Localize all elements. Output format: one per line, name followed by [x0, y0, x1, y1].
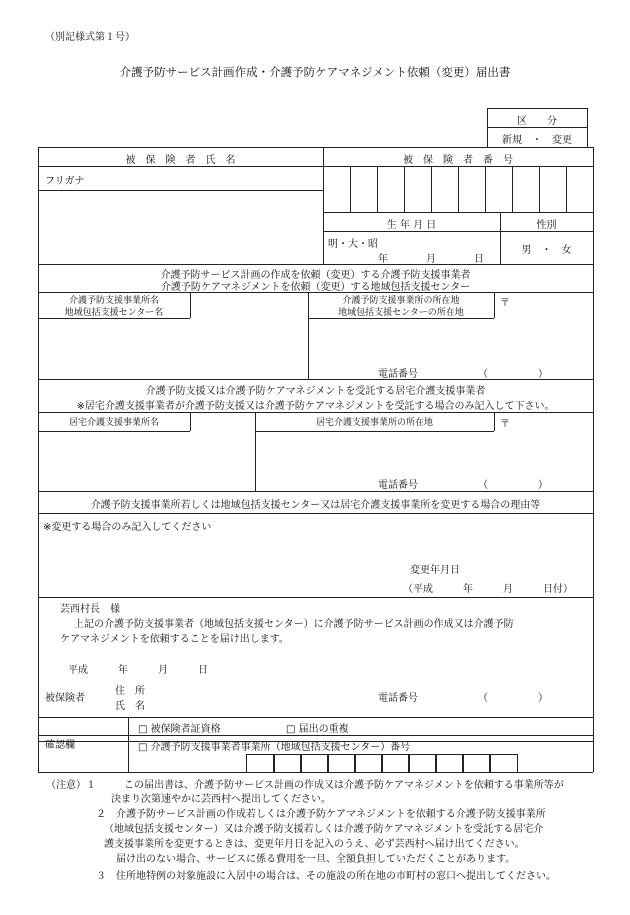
note-2-line-d: 届け出のない場合、サービスに係る費用を一旦、全額負担していただくことがあります。	[116, 854, 516, 865]
homecare-office-address-label: 居宅介護支援事業所の所在地	[315, 418, 433, 428]
note-1-line-a: この届出書は、介護予防サービス計画の作成又は介護予防ケアマネジメントを依頼する事業所等が	[124, 780, 564, 791]
change-reason-header: 介護予防支援事業所若しくは地域包括支援センター又は居宅介護支援事業所を変更する場合の理由等	[90, 500, 541, 511]
gender-label: 性別	[536, 220, 557, 231]
note-2-line-b: （地域包括支援センター）又は介護予防支援若しくは介護予防ケアマネジメントを受託する居宅介	[104, 824, 544, 835]
homecare-phone-field[interactable]: （ ）	[478, 480, 548, 491]
homecare-office-name-label: 居宅介護支援事業所名	[68, 418, 159, 428]
birth-month-label: 月	[426, 254, 436, 265]
birth-day-label: 日	[474, 254, 484, 265]
prevention-provider-header-2: 介護予防ケアマネジメントを依頼（変更）する地域包括支援センター	[160, 282, 471, 293]
change-reason-field[interactable]	[40, 532, 591, 560]
note-2-line-c: 護支援事業所を変更するときは、変更年月日を記入のうえ、必ず芸西村へ届け出てください。	[104, 839, 525, 850]
prevention-postal-mark: 〒	[500, 298, 510, 309]
insured-number-field[interactable]	[323, 166, 593, 212]
check-duplicate-notification[interactable]: □ 届出の重複	[286, 724, 349, 735]
prevention-office-address-field[interactable]	[310, 320, 591, 360]
change-date-label: 変更年月日	[410, 565, 460, 576]
category-options[interactable]: 新規 ・ 変更	[502, 135, 572, 146]
homecare-phone-label: 電話番号	[378, 480, 418, 491]
change-reason-note: ※変更する場合のみ記入してください	[43, 522, 212, 533]
addressee: 芸西村長 様	[60, 604, 120, 615]
note-1-line-b: 決まり次第速やかに芸西村へ提出してください。	[111, 794, 331, 805]
notes-label: （注意）１	[46, 780, 96, 791]
birth-date-label: 生 年 月 日	[386, 220, 437, 231]
homecare-provider-header-2: ※居宅介護支援事業者が介護予防支援又は介護予防ケアマネジメントを受託する場合のみ記入して下さい。	[76, 401, 555, 412]
homecare-provider-header-1: 介護予防支援又は介護予防ケアマネジメントを受託する居宅介護支援事業者	[145, 386, 486, 397]
form-id: （別記様式第１号）	[45, 32, 135, 43]
note-3-line-a: 住所地特例の対象施設に入居中の場合は、その施設の所在地の市町村の窓口へ提出してください。	[116, 871, 556, 882]
prevention-phone-field[interactable]: （ ）	[478, 369, 548, 380]
confirmation-label: 確認欄	[45, 740, 75, 751]
prevention-office-name-label-2: 地域包括支援センター名	[64, 308, 164, 318]
note-2-line-a: 介護予防サービス計画の作成若しくは介護予防ケアマネジメントを依頼する介護予防支援事業所	[116, 809, 546, 820]
declaration-date[interactable]: 平成 年 月 日	[68, 665, 208, 676]
change-date-field[interactable]: （平成 年 月 日付）	[403, 584, 573, 595]
furigana-label: フリガナ	[45, 176, 85, 187]
declarant-insured-label: 被保険者	[45, 693, 85, 704]
prevention-office-address-label-1: 介護予防支援事業所の所在地	[342, 296, 460, 306]
declaration-line-1: 上記の介護予防支援事業者（地域包括支援センター）に介護予防サービス計画の作成又は介護予防	[74, 619, 514, 630]
insured-name-label: 被 保 険 者 氏 名	[125, 155, 236, 166]
declarant-phone-label: 電話番号	[378, 693, 418, 704]
homecare-office-name-field[interactable]	[40, 433, 253, 489]
era-options[interactable]: 明・大・昭	[328, 239, 378, 250]
declaration-line-2: ケアマネジメントを依頼することを届け出します。	[60, 634, 289, 645]
check-insurance-eligibility[interactable]: □ 被保険者証資格	[138, 724, 221, 735]
prevention-phone-label: 電話番号	[378, 369, 418, 380]
page-title: 介護予防サービス計画作成・介護予防ケアマネジメント依頼（変更）届出書	[119, 65, 511, 79]
category-label: 区 分	[517, 116, 557, 127]
gender-options[interactable]: 男 ・ 女	[521, 245, 572, 256]
note-2-number: ２	[96, 809, 106, 820]
homecare-office-address-field[interactable]	[257, 433, 591, 473]
homecare-postal-mark: 〒	[500, 419, 510, 430]
note-3-number: ３	[96, 871, 106, 882]
check-provider-number[interactable]: □ 介護予防支援事業者事業所（地域包括支援センター）番号	[138, 742, 411, 753]
birth-year-label: 年	[378, 254, 388, 265]
insured-number-label: 被 保 険 者 番 号	[403, 155, 513, 166]
declarant-phone-field[interactable]: （ ）	[478, 693, 548, 704]
insured-name-field[interactable]	[45, 192, 317, 260]
declarant-name-label: 氏 名	[115, 701, 145, 712]
prevention-office-name-label-1: 介護予防支援事業所名	[68, 296, 159, 306]
declarant-name-address-field[interactable]	[160, 680, 360, 712]
prevention-office-address-label-2: 地域包括支援センターの所在地	[338, 308, 464, 318]
prevention-office-name-field[interactable]	[40, 320, 306, 377]
prevention-provider-header-1: 介護予防サービス計画の作成を依頼（変更）する介護予防支援事業者	[160, 270, 471, 281]
declarant-address-label: 住 所	[115, 686, 145, 697]
